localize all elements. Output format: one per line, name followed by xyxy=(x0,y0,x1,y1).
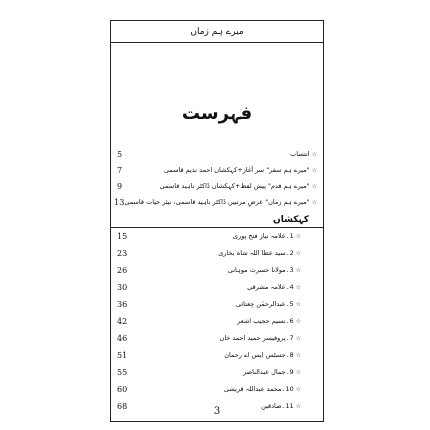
toc-entry xyxy=(114,196,317,208)
toc-sub-entry xyxy=(117,264,301,276)
toc-sub-entry xyxy=(117,366,301,378)
toc-sub-entry xyxy=(117,383,301,395)
toc-sub-entry-label: 9۔جمال عبدالناصر xyxy=(243,368,294,376)
star-icon: ☆ xyxy=(295,334,301,342)
toc-sub-entry-label: 2۔سید عطا اللہ شاہ بخاری xyxy=(218,249,294,257)
toc-entry xyxy=(117,180,317,192)
star-icon: ☆ xyxy=(311,182,317,190)
toc-sub-entry-page: 26 xyxy=(117,265,128,275)
toc-sub-entry-label: 4۔علامہ مشرقی xyxy=(247,283,294,291)
toc-sub-entry-label: 7۔پروفیسر حمید احمد خاں xyxy=(219,334,294,342)
star-icon: ☆ xyxy=(295,368,301,376)
page-number: 3 xyxy=(213,406,221,417)
section-rule xyxy=(111,227,323,228)
toc-entry-label: "میرے ہم زماں" عرضِ مرتبین ڈاکٹر ناہید قاسمی، نیئر حیات قاسمی xyxy=(124,198,310,206)
toc-sub-entry xyxy=(117,230,301,242)
toc-sub-entry-page: 60 xyxy=(117,384,128,394)
star-icon: ☆ xyxy=(311,198,317,206)
toc-entry-page: 7 xyxy=(117,165,123,175)
star-icon: ☆ xyxy=(311,150,317,158)
toc-sub-entry xyxy=(117,315,301,327)
page-frame xyxy=(110,20,324,422)
star-icon: ☆ xyxy=(295,317,301,325)
toc-entry xyxy=(117,148,317,160)
toc-sub-entry xyxy=(117,349,301,361)
toc-entry-label: "میرے ہم سفر" سر آغاز+کہکشاں احمد ندیم قاسمی xyxy=(163,166,310,174)
toc-sub-entry-page: 51 xyxy=(117,350,128,360)
toc-sub-entry-page: 68 xyxy=(117,401,128,411)
toc-sub-entry-page: 15 xyxy=(117,231,128,241)
toc-sub-entry-page: 55 xyxy=(117,367,128,377)
page-title: فہرست xyxy=(181,103,253,124)
star-icon: ☆ xyxy=(295,232,301,240)
toc-sub-entry-page: 42 xyxy=(117,316,128,326)
toc-sub-entry-label: 10۔محمد عبداللہ قریشی xyxy=(223,385,294,393)
toc-sub-entry-label: 5۔عبدالرحمٰن چغتائی xyxy=(235,300,294,308)
header-rule xyxy=(111,42,323,43)
toc-entry xyxy=(117,164,317,176)
toc-sub-entry-page: 23 xyxy=(117,248,128,258)
toc-entry-page: 13 xyxy=(114,197,125,207)
toc-entry-label: انتساب xyxy=(290,150,310,158)
toc-sub-entry-label: 6۔نسیم حجیب اشعر xyxy=(237,317,294,325)
toc-sub-entry xyxy=(117,281,301,293)
star-icon: ☆ xyxy=(295,300,301,308)
toc-sub-entry-label: 11۔صادقین xyxy=(261,402,294,410)
section-heading: کہکشاں xyxy=(273,215,309,225)
toc-sub-entry-label: 3۔مولانا حسرت موہانی xyxy=(227,266,294,274)
toc-sub-entry-page: 30 xyxy=(117,282,128,292)
toc-sub-entry xyxy=(117,332,301,344)
toc-sub-entry-page: 46 xyxy=(117,333,128,343)
star-icon: ☆ xyxy=(295,385,301,393)
toc-sub-entry-label: 1۔علامہ نیاز فتح پوری xyxy=(232,232,294,240)
star-icon: ☆ xyxy=(311,166,317,174)
star-icon: ☆ xyxy=(295,402,301,410)
star-icon: ☆ xyxy=(295,266,301,274)
star-icon: ☆ xyxy=(295,249,301,257)
toc-entry-page: 9 xyxy=(117,181,123,191)
running-head: میرے ہم زماں xyxy=(190,27,244,37)
toc-entry-label: "میرے ہم قدم" پیش لفظ+کہکشاں ڈاکٹر ناہید قاسمی xyxy=(159,182,310,190)
toc-sub-entry-page: 36 xyxy=(117,299,128,309)
toc-sub-entry-label: 8۔جسٹس ایس اے رحمان xyxy=(224,351,294,359)
star-icon: ☆ xyxy=(295,351,301,359)
toc-sub-entry xyxy=(117,247,301,259)
toc-sub-entry xyxy=(117,298,301,310)
star-icon: ☆ xyxy=(295,283,301,291)
toc-entry-page: 5 xyxy=(117,149,123,159)
